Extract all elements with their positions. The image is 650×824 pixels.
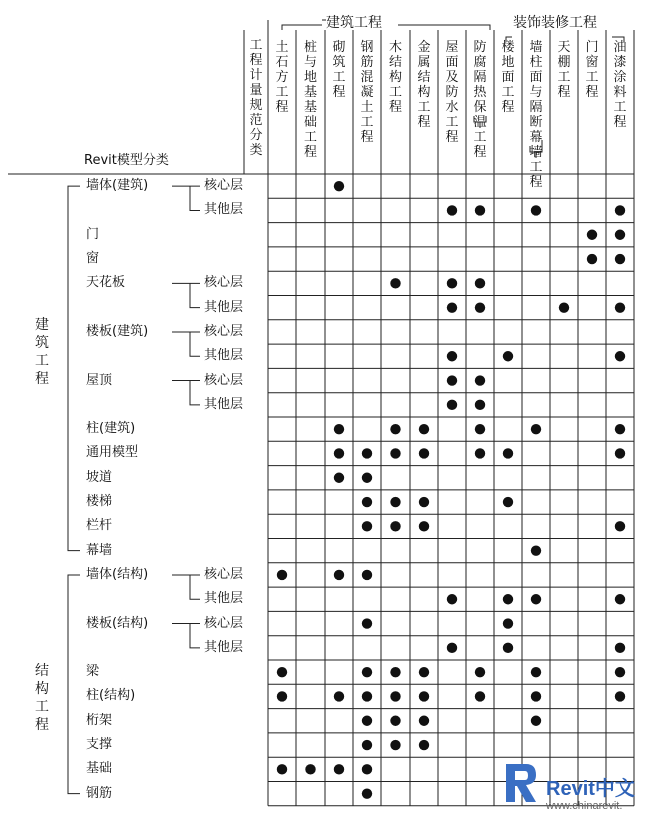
layer-connector: [172, 624, 200, 648]
row-label: 楼板(结构): [86, 615, 149, 631]
matrix-dot: [531, 424, 541, 434]
row-label: 钢筋: [86, 785, 113, 801]
matrix-dot: [419, 521, 429, 531]
matrix-dot: [615, 448, 625, 458]
row-label: 通用模型: [86, 445, 139, 461]
matrix-dot: [615, 594, 625, 604]
matrix-dot: [390, 497, 400, 507]
matrix-dot: [447, 278, 457, 288]
row-label: 幕墙: [86, 542, 113, 558]
matrix-dot: [447, 351, 457, 361]
column-header: 天棚工程: [557, 40, 571, 100]
matrix-dot: [419, 667, 429, 677]
matrix-dot: [615, 691, 625, 701]
matrix-dot: [390, 521, 400, 531]
matrix-dot: [334, 448, 344, 458]
matrix-dot: [390, 424, 400, 434]
matrix-dot: [447, 205, 457, 215]
row-sublabel: 核心层: [204, 323, 244, 339]
column-header: 楼地面工程: [501, 40, 515, 115]
row-sublabel: 核心层: [204, 275, 244, 291]
column-header: 金属结构工程: [417, 40, 431, 130]
matrix-dot: [447, 643, 457, 653]
matrix-dot: [615, 667, 625, 677]
column-header: 木结构工程: [388, 40, 402, 115]
column-header: 砌筑工程: [332, 40, 346, 100]
matrix-dot: [503, 448, 513, 458]
layer-connector: [172, 381, 200, 405]
matrix-dot: [305, 764, 315, 774]
matrix-dot: [277, 764, 287, 774]
matrix-dot: [419, 716, 429, 726]
column-header: 钢筋混凝土工程: [360, 40, 374, 145]
matrix-dot: [447, 375, 457, 385]
matrix-dot: [334, 473, 344, 483]
matrix-dot: [615, 205, 625, 215]
column-header: 油漆涂料工程: [613, 40, 627, 130]
row-label: 屋顶: [86, 372, 113, 388]
matrix-dot: [390, 448, 400, 458]
row-label: 天花板: [86, 275, 126, 291]
matrix-dot: [277, 667, 287, 677]
matrix-dot: [615, 351, 625, 361]
row-label: 栏杆: [86, 518, 113, 534]
row-label: 门: [86, 226, 100, 242]
row-sublabel: 核心层: [204, 566, 244, 582]
group-bracket-building: [68, 186, 80, 551]
matrix-dot: [475, 400, 485, 410]
group-bracket-structure: [68, 575, 80, 794]
matrix-dot: [362, 788, 372, 798]
matrix-dot: [390, 740, 400, 750]
matrix-dot: [447, 400, 457, 410]
matrix-dot: [531, 594, 541, 604]
matrix-dot: [419, 740, 429, 750]
row-sublabel: 核心层: [204, 178, 244, 194]
matrix-dot: [503, 618, 513, 628]
row-sublabel: 其他层: [204, 396, 244, 412]
matrix-dot: [362, 618, 372, 628]
matrix-dot: [503, 594, 513, 604]
column-header: 土石方工程: [275, 40, 289, 115]
group-header-decoration: 装饰装修工程: [513, 15, 597, 31]
matrix-dot: [362, 521, 372, 531]
matrix-dot: [531, 691, 541, 701]
matrix-dot: [475, 375, 485, 385]
matrix-dot: [362, 473, 372, 483]
matrix-dot: [334, 424, 344, 434]
matrix-dot: [503, 497, 513, 507]
row-label: 窗: [86, 251, 100, 267]
group-label-building: 建筑工程: [35, 317, 49, 387]
row-sublabel: 核心层: [204, 372, 244, 388]
matrix-dot: [277, 570, 287, 580]
spec-classification-label: 工程计量规范分类: [249, 38, 263, 158]
matrix-dot: [615, 302, 625, 312]
group-label-structure: 结构工程: [35, 663, 49, 733]
row-sublabel: 其他层: [204, 202, 244, 218]
row-sublabel: 核心层: [204, 615, 244, 631]
matrix-dot: [559, 302, 569, 312]
matrix-dot: [419, 424, 429, 434]
matrix-dot: [390, 691, 400, 701]
matrix-dot: [390, 667, 400, 677]
matrix-dot: [475, 205, 485, 215]
column-header: 防腐隔热保温工程: [473, 40, 487, 160]
layer-connector: [172, 332, 200, 356]
row-label: 支撑: [86, 737, 113, 753]
matrix-dot: [447, 594, 457, 604]
matrix-dot: [362, 570, 372, 580]
matrix-dot: [419, 691, 429, 701]
matrix-dot: [615, 521, 625, 531]
matrix-dot: [615, 254, 625, 264]
matrix-dot: [362, 764, 372, 774]
row-sublabel: 其他层: [204, 591, 244, 607]
group-header-building: 建筑工程: [326, 15, 382, 31]
row-sublabel: 其他层: [204, 348, 244, 364]
column-header: 屋面及防水工程: [445, 40, 459, 145]
matrix-dot: [503, 351, 513, 361]
matrix-dot: [362, 448, 372, 458]
matrix-dot: [615, 230, 625, 240]
matrix-dot: [419, 448, 429, 458]
matrix-dot: [475, 302, 485, 312]
matrix-dot: [587, 230, 597, 240]
column-header: 墙柱面与隔断幕墙工程: [529, 40, 543, 190]
row-sublabel: 其他层: [204, 639, 244, 655]
row-label: 坡道: [86, 469, 113, 485]
matrix-dot: [334, 570, 344, 580]
row-label: 梁: [86, 664, 100, 680]
row-label: 柱(建筑): [86, 421, 136, 437]
row-label: 墙体(结构): [86, 566, 149, 582]
matrix-dot: [531, 545, 541, 555]
matrix-dot: [390, 716, 400, 726]
revit-logo-icon: [500, 760, 540, 806]
matrix-dot: [447, 302, 457, 312]
layer-connector: [172, 283, 200, 307]
bracket-building: [282, 25, 490, 30]
revit-classification-label: Revit模型分类: [84, 153, 169, 168]
matrix-dot: [277, 691, 287, 701]
row-label: 楼板(建筑): [86, 323, 149, 339]
row-label: 柱(结构): [86, 688, 136, 704]
matrix-dot: [587, 254, 597, 264]
matrix-dot: [475, 424, 485, 434]
matrix-dot: [390, 278, 400, 288]
layer-connector: [172, 575, 200, 599]
layer-connector: [172, 186, 200, 210]
bracket-insulation: [474, 116, 486, 128]
matrix-dot: [531, 667, 541, 677]
matrix-dot: [475, 278, 485, 288]
watermark-url: www.chinarevit.: [546, 800, 623, 812]
matrix-dot: [334, 764, 344, 774]
matrix-dot: [475, 448, 485, 458]
matrix-dot: [615, 643, 625, 653]
matrix-dot: [334, 181, 344, 191]
matrix-dot: [531, 205, 541, 215]
matrix-dot: [531, 716, 541, 726]
matrix-dot: [362, 716, 372, 726]
row-label: 楼梯: [86, 494, 113, 510]
matrix-dot: [334, 691, 344, 701]
matrix-dot: [475, 691, 485, 701]
matrix-dot: [362, 740, 372, 750]
column-header: 门窗工程: [585, 40, 599, 100]
bracket-partition: [530, 140, 542, 158]
matrix-dot: [503, 643, 513, 653]
matrix-dot: [615, 424, 625, 434]
matrix-dot: [475, 667, 485, 677]
column-header: 桩与地基基础工程: [303, 40, 317, 160]
row-label: 基础: [86, 761, 113, 777]
watermark-brand: Revit中文: [546, 778, 635, 800]
row-label: 桁架: [86, 712, 113, 728]
matrix-dot: [419, 497, 429, 507]
matrix-dot: [362, 691, 372, 701]
matrix-dot: [362, 667, 372, 677]
row-label: 墙体(建筑): [86, 178, 149, 194]
row-sublabel: 其他层: [204, 299, 244, 315]
matrix-dot: [362, 497, 372, 507]
